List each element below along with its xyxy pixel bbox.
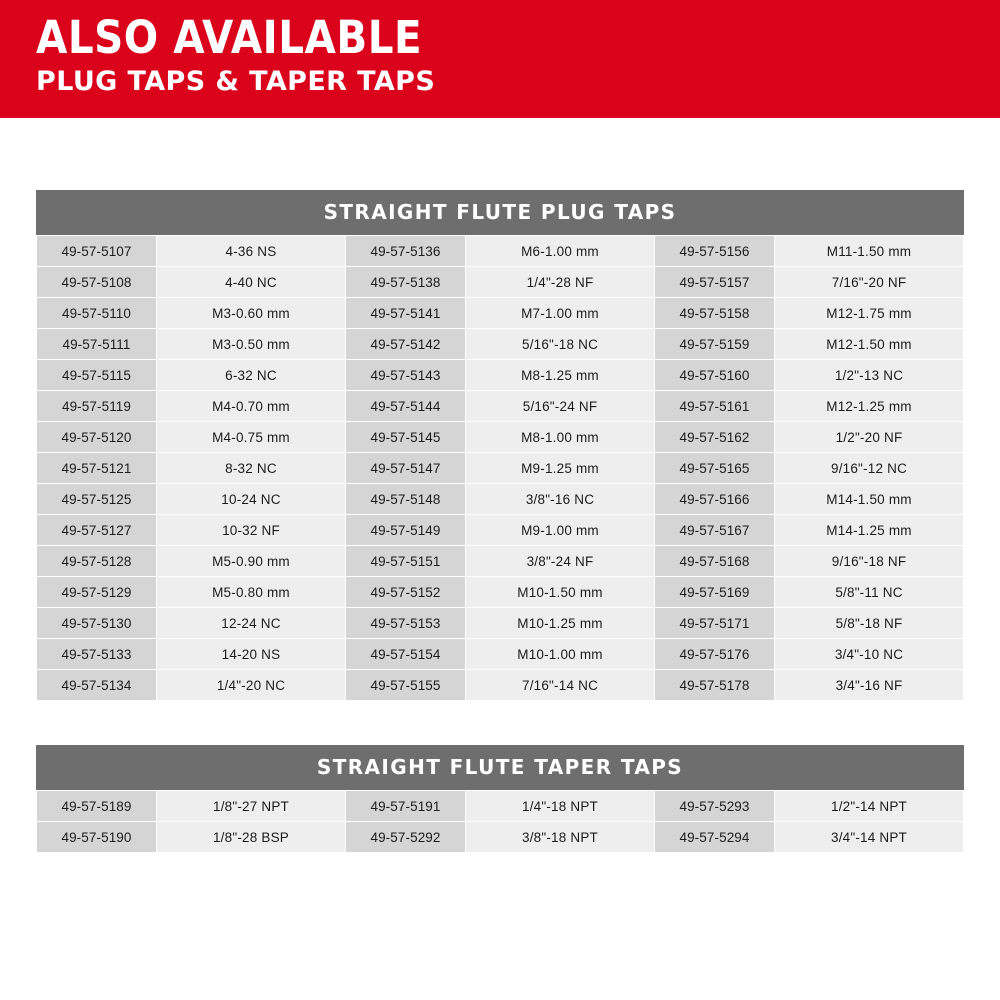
sku-cell: 49-57-5176 [655, 639, 775, 670]
description-cell: M12-1.75 mm [775, 298, 964, 329]
sku-cell: 49-57-5154 [346, 639, 466, 670]
description-cell: 3/8"-18 NPT [466, 822, 655, 853]
sku-cell: 49-57-5134 [37, 670, 157, 701]
sku-cell: 49-57-5121 [37, 453, 157, 484]
table-row [37, 391, 964, 422]
table-row [37, 329, 964, 360]
description-cell: M10-1.00 mm [466, 639, 655, 670]
description-cell: 12-24 NC [157, 608, 346, 639]
sku-cell: 49-57-5147 [346, 453, 466, 484]
sku-cell: 49-57-5127 [37, 515, 157, 546]
description-cell: 4-36 NS [157, 236, 346, 267]
description-cell: 3/4"-14 NPT [775, 822, 964, 853]
sku-cell: 49-57-5158 [655, 298, 775, 329]
sku-cell: 49-57-5156 [655, 236, 775, 267]
description-cell: M6-1.00 mm [466, 236, 655, 267]
sku-cell: 49-57-5166 [655, 484, 775, 515]
sku-cell: 49-57-5138 [346, 267, 466, 298]
sku-cell: 49-57-5151 [346, 546, 466, 577]
description-cell: 8-32 NC [157, 453, 346, 484]
sku-cell: 49-57-5120 [37, 422, 157, 453]
section-header-taper-taps: STRAIGHT FLUTE TAPER TAPS [36, 745, 964, 790]
description-cell: 7/16"-20 NF [775, 267, 964, 298]
description-cell: M9-1.00 mm [466, 515, 655, 546]
plug-taps-section [36, 190, 964, 701]
description-cell: 1/2"-13 NC [775, 360, 964, 391]
spacer-top [0, 118, 1000, 190]
table-row [37, 484, 964, 515]
description-cell: M10-1.50 mm [466, 577, 655, 608]
description-cell: 3/8"-16 NC [466, 484, 655, 515]
sku-cell: 49-57-5110 [37, 298, 157, 329]
sku-cell: 49-57-5162 [655, 422, 775, 453]
description-cell: 1/8"-28 BSP [157, 822, 346, 853]
sku-cell: 49-57-5191 [346, 791, 466, 822]
banner-title: ALSO AVAILABLE [36, 11, 423, 64]
sku-cell: 49-57-5189 [37, 791, 157, 822]
sku-cell: 49-57-5292 [346, 822, 466, 853]
table-row [37, 577, 964, 608]
description-cell: 7/16"-14 NC [466, 670, 655, 701]
sku-cell: 49-57-5148 [346, 484, 466, 515]
description-cell: M14-1.50 mm [775, 484, 964, 515]
table-row [37, 546, 964, 577]
banner-subtitle: PLUG TAPS & TAPER TAPS [36, 66, 436, 98]
spacer-between-tables [0, 701, 1000, 745]
sku-cell: 49-57-5144 [346, 391, 466, 422]
sku-cell: 49-57-5108 [37, 267, 157, 298]
description-cell: 14-20 NS [157, 639, 346, 670]
taper-taps-section [36, 745, 964, 853]
sku-cell: 49-57-5155 [346, 670, 466, 701]
table-row [37, 822, 964, 853]
sku-cell: 49-57-5294 [655, 822, 775, 853]
sku-cell: 49-57-5160 [655, 360, 775, 391]
description-cell: 10-24 NC [157, 484, 346, 515]
description-cell: 4-40 NC [157, 267, 346, 298]
description-cell: M4-0.70 mm [157, 391, 346, 422]
description-cell: M11-1.50 mm [775, 236, 964, 267]
sku-cell: 49-57-5115 [37, 360, 157, 391]
description-cell: 3/4"-16 NF [775, 670, 964, 701]
sku-cell: 49-57-5167 [655, 515, 775, 546]
table-row [37, 515, 964, 546]
description-cell: M5-0.90 mm [157, 546, 346, 577]
table-row [37, 670, 964, 701]
description-cell: 1/2"-14 NPT [775, 791, 964, 822]
description-cell: 3/4"-10 NC [775, 639, 964, 670]
plug-taps-table [36, 235, 964, 701]
sku-cell: 49-57-5142 [346, 329, 466, 360]
sku-cell: 49-57-5165 [655, 453, 775, 484]
sku-cell: 49-57-5149 [346, 515, 466, 546]
sku-cell: 49-57-5293 [655, 791, 775, 822]
sku-cell: 49-57-5129 [37, 577, 157, 608]
table-row [37, 791, 964, 822]
description-cell: 5/16"-18 NC [466, 329, 655, 360]
section-header-plug-taps: STRAIGHT FLUTE PLUG TAPS [36, 190, 964, 235]
sku-cell: 49-57-5136 [346, 236, 466, 267]
description-cell: 10-32 NF [157, 515, 346, 546]
sku-cell: 49-57-5141 [346, 298, 466, 329]
sku-cell: 49-57-5128 [37, 546, 157, 577]
description-cell: M3-0.60 mm [157, 298, 346, 329]
description-cell: 5/8"-18 NF [775, 608, 964, 639]
description-cell: M8-1.00 mm [466, 422, 655, 453]
description-cell: M9-1.25 mm [466, 453, 655, 484]
sku-cell: 49-57-5133 [37, 639, 157, 670]
taper-taps-table [36, 790, 964, 853]
table-row [37, 453, 964, 484]
description-cell: M12-1.25 mm [775, 391, 964, 422]
table-row [37, 360, 964, 391]
description-cell: 3/8"-24 NF [466, 546, 655, 577]
description-cell: 1/4"-28 NF [466, 267, 655, 298]
sku-cell: 49-57-5152 [346, 577, 466, 608]
table-row [37, 298, 964, 329]
sku-cell: 49-57-5157 [655, 267, 775, 298]
description-cell: M8-1.25 mm [466, 360, 655, 391]
sku-cell: 49-57-5153 [346, 608, 466, 639]
sku-cell: 49-57-5171 [655, 608, 775, 639]
description-cell: 9/16"-18 NF [775, 546, 964, 577]
sku-cell: 49-57-5119 [37, 391, 157, 422]
description-cell: M12-1.50 mm [775, 329, 964, 360]
description-cell: 1/2"-20 NF [775, 422, 964, 453]
description-cell: 1/8"-27 NPT [157, 791, 346, 822]
table-row [37, 639, 964, 670]
sku-cell: 49-57-5130 [37, 608, 157, 639]
sku-cell: 49-57-5178 [655, 670, 775, 701]
header-banner [0, 0, 1000, 118]
description-cell: M7-1.00 mm [466, 298, 655, 329]
description-cell: 1/4"-18 NPT [466, 791, 655, 822]
table-row [37, 267, 964, 298]
description-cell: M5-0.80 mm [157, 577, 346, 608]
description-cell: 5/16"-24 NF [466, 391, 655, 422]
sku-cell: 49-57-5107 [37, 236, 157, 267]
sku-cell: 49-57-5190 [37, 822, 157, 853]
description-cell: M10-1.25 mm [466, 608, 655, 639]
description-cell: 6-32 NC [157, 360, 346, 391]
description-cell: 9/16"-12 NC [775, 453, 964, 484]
sku-cell: 49-57-5145 [346, 422, 466, 453]
description-cell: M14-1.25 mm [775, 515, 964, 546]
sku-cell: 49-57-5111 [37, 329, 157, 360]
description-cell: 1/4"-20 NC [157, 670, 346, 701]
description-cell: M3-0.50 mm [157, 329, 346, 360]
table-row [37, 422, 964, 453]
sku-cell: 49-57-5125 [37, 484, 157, 515]
sku-cell: 49-57-5159 [655, 329, 775, 360]
description-cell: 5/8"-11 NC [775, 577, 964, 608]
table-row [37, 608, 964, 639]
description-cell: M4-0.75 mm [157, 422, 346, 453]
sku-cell: 49-57-5143 [346, 360, 466, 391]
sku-cell: 49-57-5168 [655, 546, 775, 577]
sku-cell: 49-57-5161 [655, 391, 775, 422]
sku-cell: 49-57-5169 [655, 577, 775, 608]
table-row [37, 236, 964, 267]
